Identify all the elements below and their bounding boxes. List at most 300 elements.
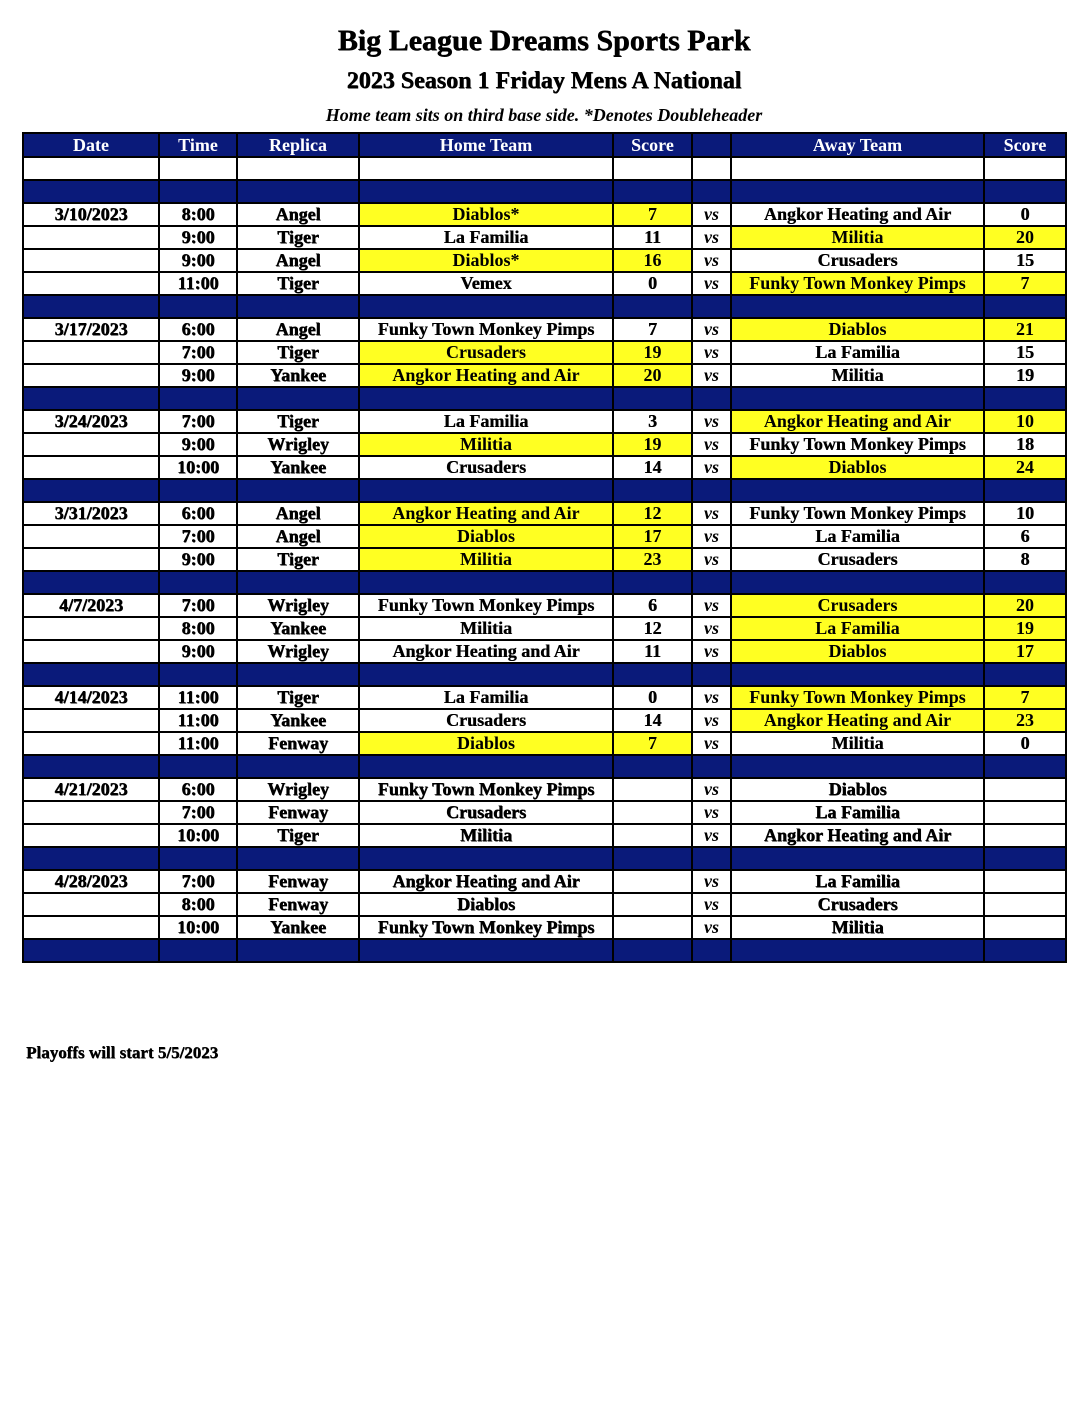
game-row [23,778,1066,801]
empty-cell [613,295,692,318]
date-cell [23,249,159,272]
time-cell: 10:00 [159,916,237,939]
empty-cell [359,180,613,203]
date-cell: 3/17/2023 [23,318,159,341]
away-score-cell: 24 [984,456,1066,479]
away-team-cell: Funky Town Monkey Pimps [731,272,984,295]
time-cell: 9:00 [159,640,237,663]
date-cell [23,456,159,479]
empty-cell [159,847,237,870]
home-score-cell [613,870,692,893]
empty-cell [731,180,984,203]
replica-cell: Tiger [237,686,359,709]
header-row [23,133,1066,157]
replica-cell: Tiger [237,272,359,295]
time-cell: 8:00 [159,203,237,226]
col-header-vs [692,133,731,157]
game-row [23,640,1066,663]
empty-cell [984,847,1066,870]
time-cell: 7:00 [159,410,237,433]
time-cell: 7:00 [159,341,237,364]
empty-cell [692,180,731,203]
date-cell [23,893,159,916]
vs-cell: vs [692,548,731,571]
away-score-cell: 23 [984,709,1066,732]
empty-cell [159,157,237,180]
empty-cell [359,663,613,686]
game-row [23,548,1066,571]
home-team-cell: Diablos [359,525,613,548]
empty-cell [23,939,159,962]
home-team-cell: Funky Town Monkey Pimps [359,778,613,801]
game-row [23,709,1066,732]
separator-row [23,479,1066,502]
date-cell: 3/24/2023 [23,410,159,433]
vs-cell: vs [692,525,731,548]
vs-cell: vs [692,272,731,295]
game-row [23,525,1066,548]
date-cell: 4/21/2023 [23,778,159,801]
away-score-cell: 10 [984,410,1066,433]
away-score-cell [984,778,1066,801]
page-title: Big League Dreams Sports Park [337,24,751,57]
game-row [23,249,1066,272]
empty-cell [692,663,731,686]
vs-cell: vs [692,203,731,226]
replica-cell: Fenway [237,870,359,893]
empty-cell [23,571,159,594]
home-score-cell: 16 [613,249,692,272]
replica-cell: Tiger [237,341,359,364]
away-team-cell: Militia [731,916,984,939]
blank-row [23,157,1066,180]
home-score-cell [613,801,692,824]
away-score-cell: 15 [984,249,1066,272]
vs-cell: vs [692,824,731,847]
home-score-cell: 6 [613,594,692,617]
home-team-cell: Crusaders [359,801,613,824]
separator-row [23,663,1066,686]
home-score-cell: 20 [613,364,692,387]
home-score-cell: 3 [613,410,692,433]
separator-row [23,847,1066,870]
away-score-cell [984,824,1066,847]
away-team-cell: Diablos [731,778,984,801]
replica-cell: Tiger [237,410,359,433]
vs-cell: vs [692,916,731,939]
replica-cell: Angel [237,318,359,341]
empty-cell [731,571,984,594]
game-row [23,801,1066,824]
away-team-cell: Diablos [731,456,984,479]
vs-cell: vs [692,686,731,709]
away-team-cell: La Familia [731,870,984,893]
empty-cell [23,847,159,870]
replica-cell: Tiger [237,226,359,249]
away-team-cell: La Familia [731,801,984,824]
replica-cell: Yankee [237,364,359,387]
game-row [23,870,1066,893]
home-score-cell [613,893,692,916]
empty-cell [692,479,731,502]
replica-cell: Yankee [237,709,359,732]
vs-cell: vs [692,456,731,479]
empty-cell [692,755,731,778]
game-row [23,433,1066,456]
away-score-cell: 19 [984,364,1066,387]
vs-cell: vs [692,801,731,824]
schedule-table [22,132,1067,963]
game-row [23,686,1066,709]
home-team-cell: Militia [359,824,613,847]
empty-cell [731,847,984,870]
replica-cell: Angel [237,525,359,548]
empty-cell [984,157,1066,180]
empty-cell [731,755,984,778]
time-cell: 11:00 [159,686,237,709]
replica-cell: Yankee [237,916,359,939]
home-team-cell: Angkor Heating and Air [359,502,613,525]
home-team-cell: Diablos [359,732,613,755]
away-team-cell: La Familia [731,525,984,548]
home-score-cell: 14 [613,709,692,732]
empty-cell [23,295,159,318]
date-cell [23,801,159,824]
empty-cell [731,663,984,686]
home-team-cell: Crusaders [359,341,613,364]
separator-row [23,387,1066,410]
game-row [23,732,1066,755]
vs-cell: vs [692,893,731,916]
col-header-home-team: Home Team [359,133,613,157]
vs-cell: vs [692,226,731,249]
away-score-cell [984,801,1066,824]
empty-cell [359,939,613,962]
empty-cell [359,295,613,318]
home-team-cell: Crusaders [359,709,613,732]
game-row [23,203,1066,226]
col-header-replica: Replica [237,133,359,157]
empty-cell [359,479,613,502]
away-team-cell: Militia [731,226,984,249]
game-row [23,456,1066,479]
away-score-cell: 6 [984,525,1066,548]
empty-cell [984,295,1066,318]
time-cell: 11:00 [159,732,237,755]
home-score-cell [613,916,692,939]
away-score-cell: 7 [984,272,1066,295]
empty-cell [237,663,359,686]
empty-cell [159,180,237,203]
time-cell: 7:00 [159,801,237,824]
away-team-cell: Crusaders [731,893,984,916]
empty-cell [613,387,692,410]
vs-cell: vs [692,249,731,272]
date-cell [23,433,159,456]
date-cell [23,617,159,640]
date-cell: 4/7/2023 [23,594,159,617]
time-cell: 9:00 [159,249,237,272]
time-cell: 9:00 [159,548,237,571]
empty-cell [359,157,613,180]
empty-cell [984,755,1066,778]
game-row [23,594,1066,617]
empty-cell [613,571,692,594]
empty-cell [23,479,159,502]
separator-row [23,939,1066,962]
away-score-cell: 21 [984,318,1066,341]
date-cell [23,525,159,548]
vs-cell: vs [692,318,731,341]
home-team-cell: Militia [359,548,613,571]
separator-row [23,180,1066,203]
empty-cell [359,571,613,594]
time-cell: 10:00 [159,824,237,847]
empty-cell [237,571,359,594]
away-team-cell: La Familia [731,617,984,640]
empty-cell [359,755,613,778]
empty-cell [613,847,692,870]
game-row [23,318,1066,341]
empty-cell [731,295,984,318]
empty-cell [613,939,692,962]
empty-cell [23,663,159,686]
vs-cell: vs [692,870,731,893]
time-cell: 7:00 [159,870,237,893]
home-team-cell: Angkor Heating and Air [359,640,613,663]
game-row [23,364,1066,387]
date-cell [23,916,159,939]
game-row [23,341,1066,364]
vs-cell: vs [692,341,731,364]
time-cell: 7:00 [159,594,237,617]
time-cell: 9:00 [159,226,237,249]
empty-cell [692,387,731,410]
separator-row [23,755,1066,778]
home-team-cell: Militia [359,617,613,640]
away-team-cell: Crusaders [731,249,984,272]
vs-cell: vs [692,594,731,617]
schedule-body [23,157,1066,962]
away-team-cell: Angkor Heating and Air [731,203,984,226]
home-score-cell: 0 [613,272,692,295]
empty-cell [237,180,359,203]
vs-cell: vs [692,502,731,525]
empty-cell [23,387,159,410]
col-header-away-team: Away Team [731,133,984,157]
replica-cell: Yankee [237,456,359,479]
empty-cell [984,663,1066,686]
empty-cell [613,180,692,203]
playoffs-note: Playoffs will start 5/5/2023 [26,1043,219,1062]
away-team-cell: Militia [731,364,984,387]
away-team-cell: Militia [731,732,984,755]
home-team-cell: Angkor Heating and Air [359,870,613,893]
separator-row [23,571,1066,594]
empty-cell [159,755,237,778]
empty-cell [984,479,1066,502]
game-row [23,272,1066,295]
empty-cell [23,755,159,778]
replica-cell: Angel [237,203,359,226]
col-header-home-score: Score [613,133,692,157]
vs-cell: vs [692,709,731,732]
empty-cell [237,479,359,502]
away-team-cell: Crusaders [731,594,984,617]
empty-cell [613,755,692,778]
empty-cell [692,847,731,870]
time-cell: 6:00 [159,778,237,801]
empty-cell [731,157,984,180]
game-row [23,893,1066,916]
vs-cell: vs [692,364,731,387]
date-cell [23,272,159,295]
home-team-cell: Funky Town Monkey Pimps [359,916,613,939]
empty-cell [237,387,359,410]
away-team-cell: Funky Town Monkey Pimps [731,433,984,456]
vs-cell: vs [692,433,731,456]
date-cell: 3/10/2023 [23,203,159,226]
game-row [23,916,1066,939]
date-cell: 4/28/2023 [23,870,159,893]
empty-cell [984,939,1066,962]
empty-cell [23,180,159,203]
page-note: Home team sits on third base side. *Denotes Doubleheader [325,105,763,125]
home-team-cell: Militia [359,433,613,456]
home-team-cell: Crusaders [359,456,613,479]
date-cell: 3/31/2023 [23,502,159,525]
empty-cell [237,157,359,180]
date-cell [23,226,159,249]
vs-cell: vs [692,617,731,640]
time-cell: 10:00 [159,456,237,479]
empty-cell [237,847,359,870]
replica-cell: Angel [237,502,359,525]
home-score-cell [613,778,692,801]
replica-cell: Wrigley [237,594,359,617]
away-score-cell: 20 [984,594,1066,617]
col-header-time: Time [159,133,237,157]
away-team-cell: Diablos [731,640,984,663]
replica-cell: Fenway [237,732,359,755]
empty-cell [159,479,237,502]
empty-cell [613,479,692,502]
date-cell [23,341,159,364]
time-cell: 8:00 [159,893,237,916]
away-team-cell: Funky Town Monkey Pimps [731,502,984,525]
date-cell [23,364,159,387]
home-team-cell: Funky Town Monkey Pimps [359,318,613,341]
home-score-cell [613,824,692,847]
empty-cell [159,387,237,410]
empty-cell [984,387,1066,410]
empty-cell [359,387,613,410]
away-score-cell: 0 [984,203,1066,226]
time-cell: 11:00 [159,709,237,732]
away-score-cell: 10 [984,502,1066,525]
empty-cell [23,157,159,180]
date-cell [23,640,159,663]
home-score-cell: 12 [613,502,692,525]
vs-cell: vs [692,778,731,801]
empty-cell [237,295,359,318]
home-team-cell: Diablos [359,893,613,916]
home-team-cell: Diablos* [359,203,613,226]
away-team-cell: Funky Town Monkey Pimps [731,686,984,709]
home-score-cell: 23 [613,548,692,571]
empty-cell [984,180,1066,203]
away-score-cell [984,870,1066,893]
empty-cell [159,939,237,962]
replica-cell: Wrigley [237,433,359,456]
empty-cell [692,571,731,594]
away-score-cell: 20 [984,226,1066,249]
home-score-cell: 7 [613,732,692,755]
time-cell: 8:00 [159,617,237,640]
empty-cell [731,387,984,410]
vs-cell: vs [692,732,731,755]
replica-cell: Yankee [237,617,359,640]
home-team-cell: La Familia [359,410,613,433]
replica-cell: Tiger [237,824,359,847]
game-row [23,617,1066,640]
away-team-cell: Angkor Heating and Air [731,824,984,847]
empty-cell [731,939,984,962]
away-score-cell: 7 [984,686,1066,709]
empty-cell [237,755,359,778]
home-score-cell: 19 [613,433,692,456]
replica-cell: Wrigley [237,778,359,801]
empty-cell [613,663,692,686]
replica-cell: Tiger [237,548,359,571]
home-score-cell: 7 [613,318,692,341]
away-team-cell: Angkor Heating and Air [731,410,984,433]
empty-cell [984,571,1066,594]
home-score-cell: 12 [613,617,692,640]
replica-cell: Angel [237,249,359,272]
time-cell: 6:00 [159,502,237,525]
away-team-cell: Angkor Heating and Air [731,709,984,732]
home-score-cell: 7 [613,203,692,226]
away-score-cell: 18 [984,433,1066,456]
empty-cell [731,479,984,502]
date-cell: 4/14/2023 [23,686,159,709]
away-team-cell: Crusaders [731,548,984,571]
date-cell [23,824,159,847]
game-row [23,226,1066,249]
away-score-cell: 8 [984,548,1066,571]
away-team-cell: La Familia [731,341,984,364]
date-cell [23,732,159,755]
home-team-cell: Angkor Heating and Air [359,364,613,387]
date-cell [23,709,159,732]
away-score-cell: 0 [984,732,1066,755]
home-score-cell: 19 [613,341,692,364]
away-team-cell: Diablos [731,318,984,341]
home-team-cell: Diablos* [359,249,613,272]
date-cell [23,548,159,571]
empty-cell [613,157,692,180]
home-score-cell: 11 [613,226,692,249]
time-cell: 9:00 [159,364,237,387]
empty-cell [159,571,237,594]
away-score-cell: 17 [984,640,1066,663]
replica-cell: Fenway [237,801,359,824]
home-team-cell: Funky Town Monkey Pimps [359,594,613,617]
time-cell: 11:00 [159,272,237,295]
home-score-cell: 14 [613,456,692,479]
away-score-cell [984,916,1066,939]
